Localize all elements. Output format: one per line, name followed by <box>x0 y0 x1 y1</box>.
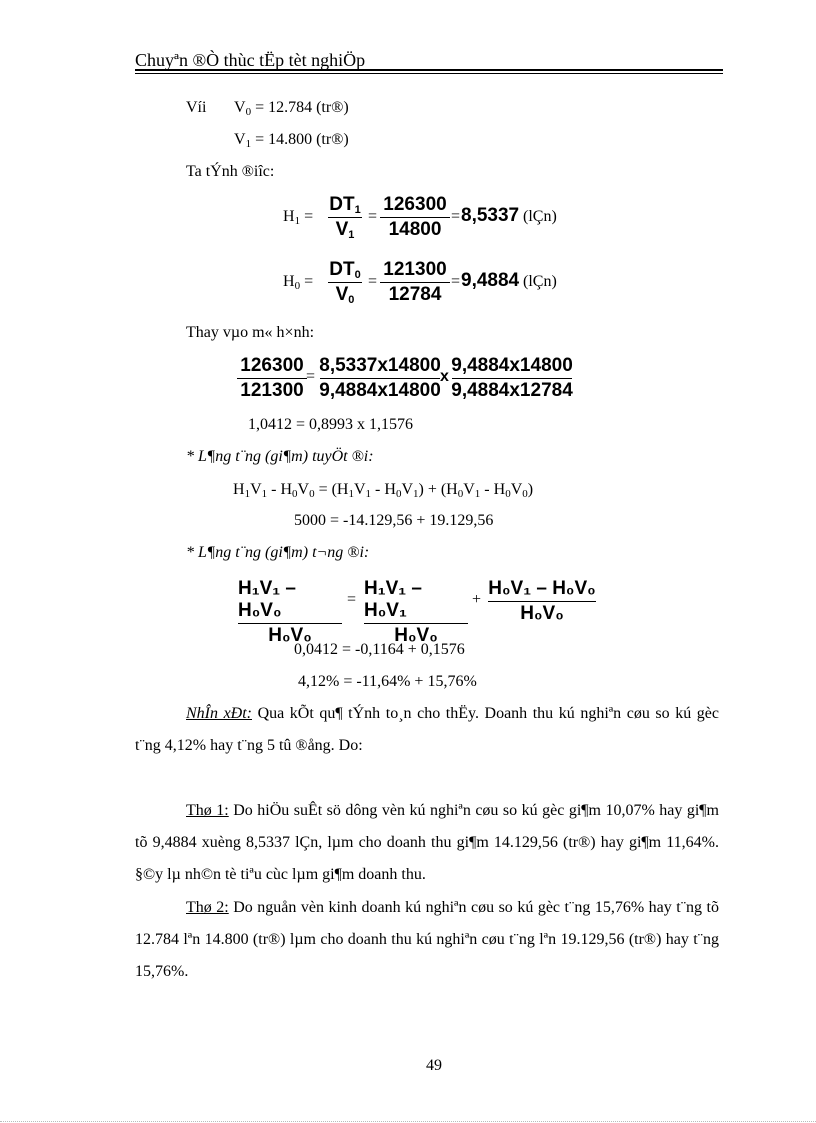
fraction-h1-values: 126300 14800 <box>380 194 450 241</box>
h0-result: 9,4884 <box>461 270 520 291</box>
fraction-dt0-v0: $DT_0$ $V_0$ <box>329 259 361 306</box>
fraction-h0-values: 121300 12784 <box>380 259 450 306</box>
model-result: 1,0412 = 0,8993 x 1,1576 <box>248 416 414 433</box>
model-fraction-c: 9,4884x14800 9,4884x12784 <box>451 355 573 401</box>
page-edge-dotted-line <box>0 1121 816 1122</box>
relative-percent: 4,12% = -11,64% + 15,76% <box>298 673 477 690</box>
page-number: 49 <box>426 1057 442 1074</box>
fraction-dt1-v1: $DT_1$ $V_1$ <box>329 194 361 241</box>
model-fraction-b: 8,5337x14800 9,4884x14800 <box>319 355 441 401</box>
relative-fraction-term1: H₁V₁ – H₀V₁ H₀V₀ <box>364 578 468 647</box>
absolute-equation: $H_1V_1 - H_0V_0 = (H_1V_1 - H_0V_1) + (H_0V_1 - H_0V_0)$ <box>233 481 534 500</box>
substitute-intro: Thay vµo m« h×nh: <box>186 324 315 341</box>
given-v0: $V_0 = 12.784$ (tr®) <box>234 99 349 118</box>
absolute-values: 5000 = -14.129,56 + 19.129,56 <box>294 512 494 529</box>
model-fraction-a: 126300 121300 <box>237 355 307 402</box>
relative-title: * L¶ng t¨ng (gi¶m) t¬ng ®i: <box>186 544 370 561</box>
relative-fraction-lhs: H₁V₁ – H₀V₀ H₀V₀ <box>238 578 342 647</box>
h1-result: 8,5337 <box>461 205 520 226</box>
factor1-paragraph: Thø 1: Do hiÖu suÊt sö dông vèn kú nghiªn cøu so kú gèc gi¶m 10,07% hay gi¶m tõ 9,4884 xuèng 8,5337 lÇn, lµm cho doanh thu gi¶m 14.129,56 (tr®) hay gi¶m 11,64%. §©y lµ nh©n tè tiªu cùc lµm gi¶m doanh thu. <box>135 802 720 883</box>
header-rule <box>135 69 723 71</box>
page-header: Chuyªn ®Ò thùc tËp tèt nghiÖp <box>135 50 366 70</box>
relative-fraction-term2: H₀V₁ – H₀V₀ H₀V₀ <box>488 578 596 624</box>
header-rule-thin <box>135 73 723 74</box>
calc-intro: Ta tÝnh ®iîc: <box>186 163 275 180</box>
relative-values: 0,0412 = -0,1164 + 0,1576 <box>294 641 465 658</box>
given-label: Víi <box>186 99 207 116</box>
given-v1: $V_1 = 14.800$ (tr®) <box>234 131 349 150</box>
remark-paragraph: NhÎn xÐt: Qua kÕt qu¶ tÝnh to¸n cho thËy. Doanh thu kú nghiªn cøu so kú gèc t¨ng 4,12% hay t¨ng 5 tû ®ång. Do: <box>135 705 719 754</box>
factor2-paragraph: Thø 2: Do nguån vèn kinh doanh kú nghiªn cøu so kú gèc t¨ng 15,76% hay t¨ng tõ 12.784 lªn 14.800 (tr®) lµm cho doanh thu kú nghiªn cøu t¨ng lªn 19.129,56 (tr®) hay t¨ng 15,76%. <box>135 899 719 980</box>
absolute-title: * L¶ng t¨ng (gi¶m) tuyÖt ®i: <box>186 448 374 465</box>
